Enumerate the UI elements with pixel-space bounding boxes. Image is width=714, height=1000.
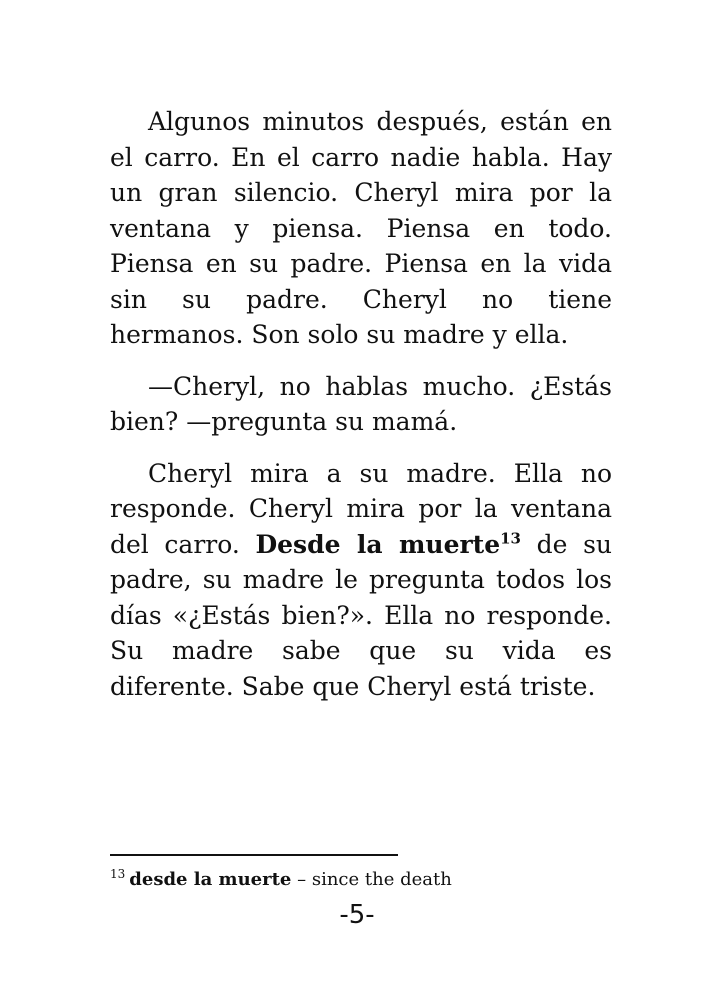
footnote-number: 13 xyxy=(110,867,126,881)
footnote-term: desde la muerte xyxy=(129,869,292,890)
paragraph-3-before: Cheryl mira a su madre. Ella no responde. Cheryl mira por la ventana del carro. xyxy=(110,458,612,559)
footnote-definition: – since the death xyxy=(297,869,452,890)
paragraph-3-after: de su padre, su madre le pregunta todos los días «¿Estás bien?». Ella no responde. Su madre sabe que su vida es diferente. Sabe que Cheryl está triste. xyxy=(110,529,613,701)
page-number: -5- xyxy=(339,900,375,930)
paragraph-2: —Cheryl, no hablas mucho. ¿Estás bien? —pregunta su mamá. xyxy=(110,371,612,436)
main-text xyxy=(110,104,612,720)
footnote xyxy=(110,868,452,892)
paragraph-1: Algunos minutos después, están en el carro. En el carro nadie habla. Hay un gran silencio. Cheryl mira por la ventana y piensa. Piensa en todo. Piensa en su padre. Piensa en la vida sin su padre. Cheryl no tiene hermanos. Son solo su madre y ella. xyxy=(110,107,612,349)
glossary-term: Desde la muerte xyxy=(255,529,501,559)
paragraph-3 xyxy=(110,456,612,705)
footnote-separator xyxy=(110,854,398,856)
footnote-reference: 13 xyxy=(500,529,521,548)
